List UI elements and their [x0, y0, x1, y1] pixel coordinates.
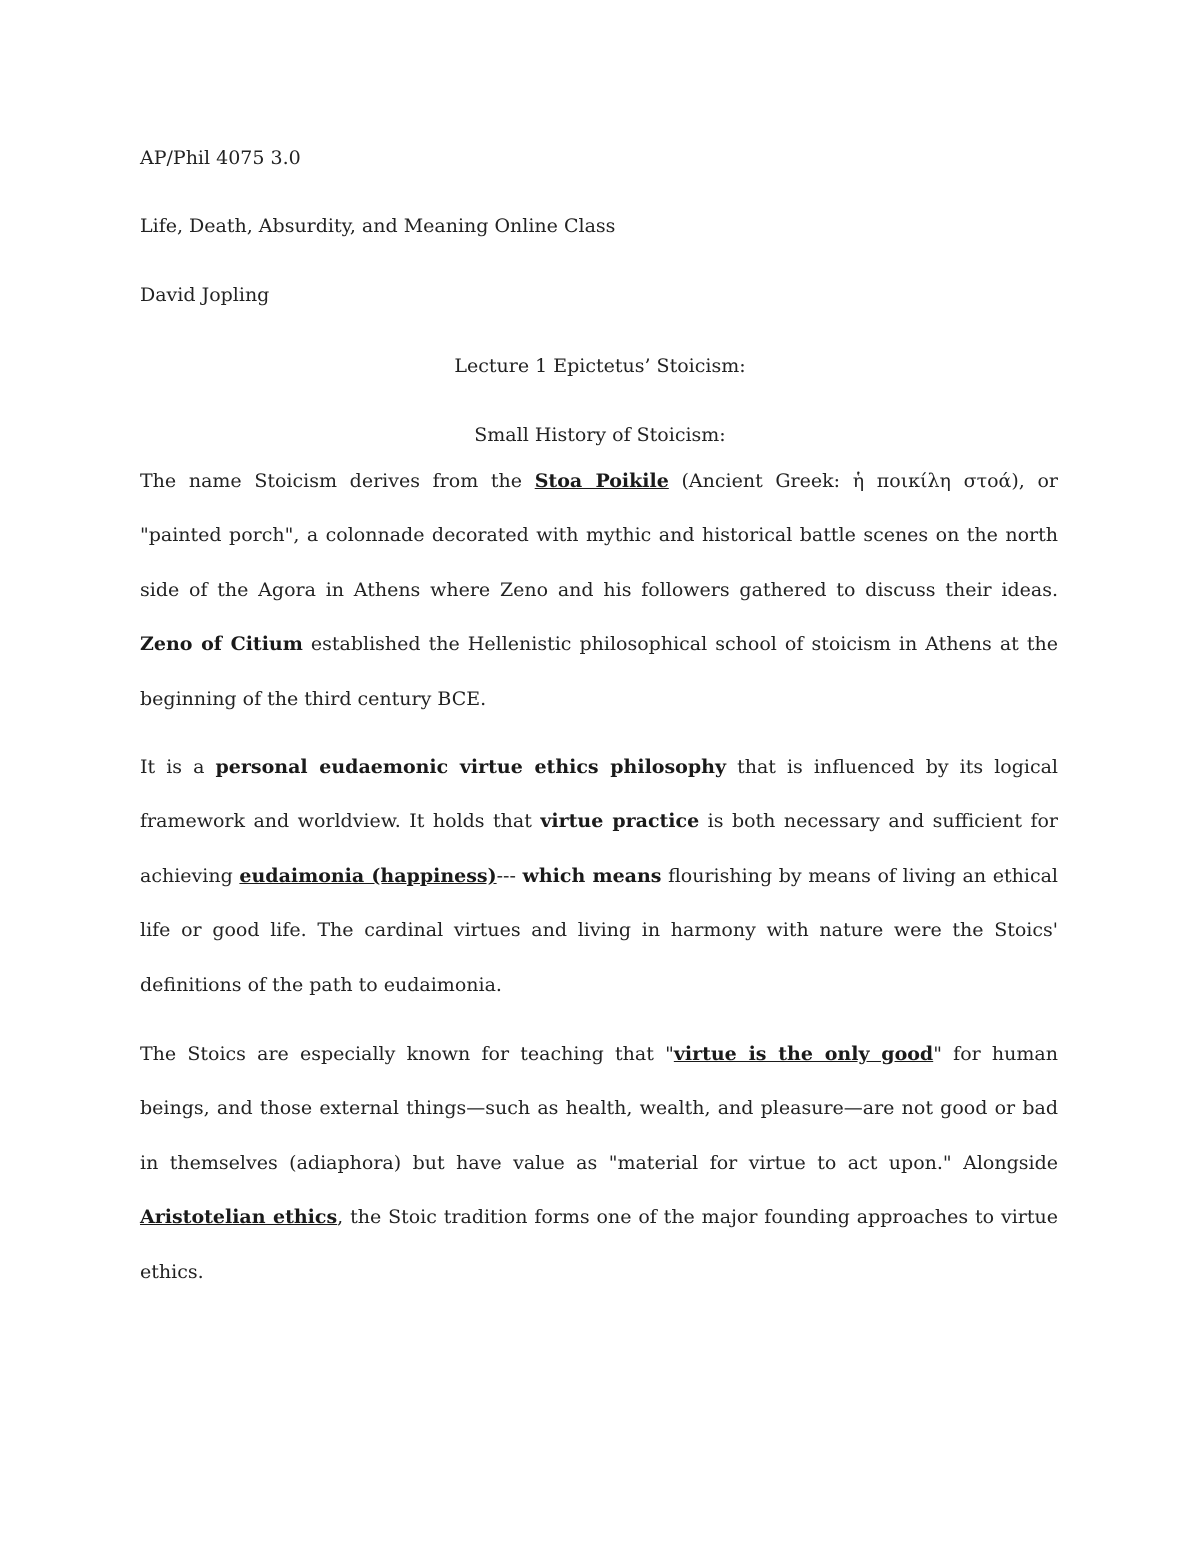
text-run: established the Hellenistic philosophical school of stoicism in Athens at the beginning of the third century BCE. [140, 633, 1058, 710]
term-virtue-ethics-philosophy: personal eudaemonic virtue ethics philosophy [215, 756, 726, 778]
paragraph-virtue-only-good [140, 1027, 1058, 1299]
term-stoa-poikile: Stoa Poikile [534, 470, 669, 492]
lecture-heading: Lecture 1 Epictetus’ Stoicism: [454, 355, 746, 377]
term-zeno-of-citium: Zeno of Citium [140, 633, 303, 656]
text-run: flourishing by means of living an ethical life or good life. The cardinal virtues and living in harmony with nature were the Stoics' definitions of the path to eudaimonia. [140, 864, 1058, 996]
course-title: Life, Death, Absurdity, and Meaning Online Class [140, 215, 616, 237]
term-virtue-only-good: virtue is the only good [673, 1043, 934, 1065]
text-run: is both necessary and sufficient for achieving [140, 810, 1059, 887]
paragraph-virtue-ethics [140, 740, 1058, 1012]
term-virtue-practice: virtue practice [540, 810, 700, 833]
text-run: --- [496, 864, 523, 887]
paragraph-stoicism-origin [140, 454, 1058, 726]
section-heading: Small History of Stoicism: [474, 424, 726, 446]
term-which-means: which means [522, 864, 662, 887]
text-run: (Ancient Greek: ἡ ποικίλη στοά), or "painted porch", a colonnade decorated with mythic and historical battle scenes on the north side of the Agora in Athens where Zeno and his followers gathered to discuss their ideas. [140, 470, 1059, 601]
course-code: AP/Phil 4075 3.0 [140, 147, 301, 169]
text-run: It is a [140, 756, 216, 778]
text-run: The Stoics are especially known for teaching that " [140, 1043, 674, 1065]
text-run: , the Stoic tradition forms one of the major founding approaches to virtue ethics. [140, 1206, 1058, 1283]
term-eudaimonia: eudaimonia (happiness) [239, 864, 497, 887]
term-aristotelian-ethics: Aristotelian ethics [140, 1206, 338, 1229]
text-run: that is influenced by its logical framework and worldview. It holds that [140, 756, 1058, 833]
text-run: The name Stoicism derives from the [140, 470, 535, 492]
instructor-name: David Jopling [140, 284, 270, 306]
text-run: " for human beings, and those external things—such as health, wealth, and pleasure—are not good or bad in themselves (adiaphora) but have value as "material for virtue to act upon." Alongside [140, 1043, 1058, 1174]
